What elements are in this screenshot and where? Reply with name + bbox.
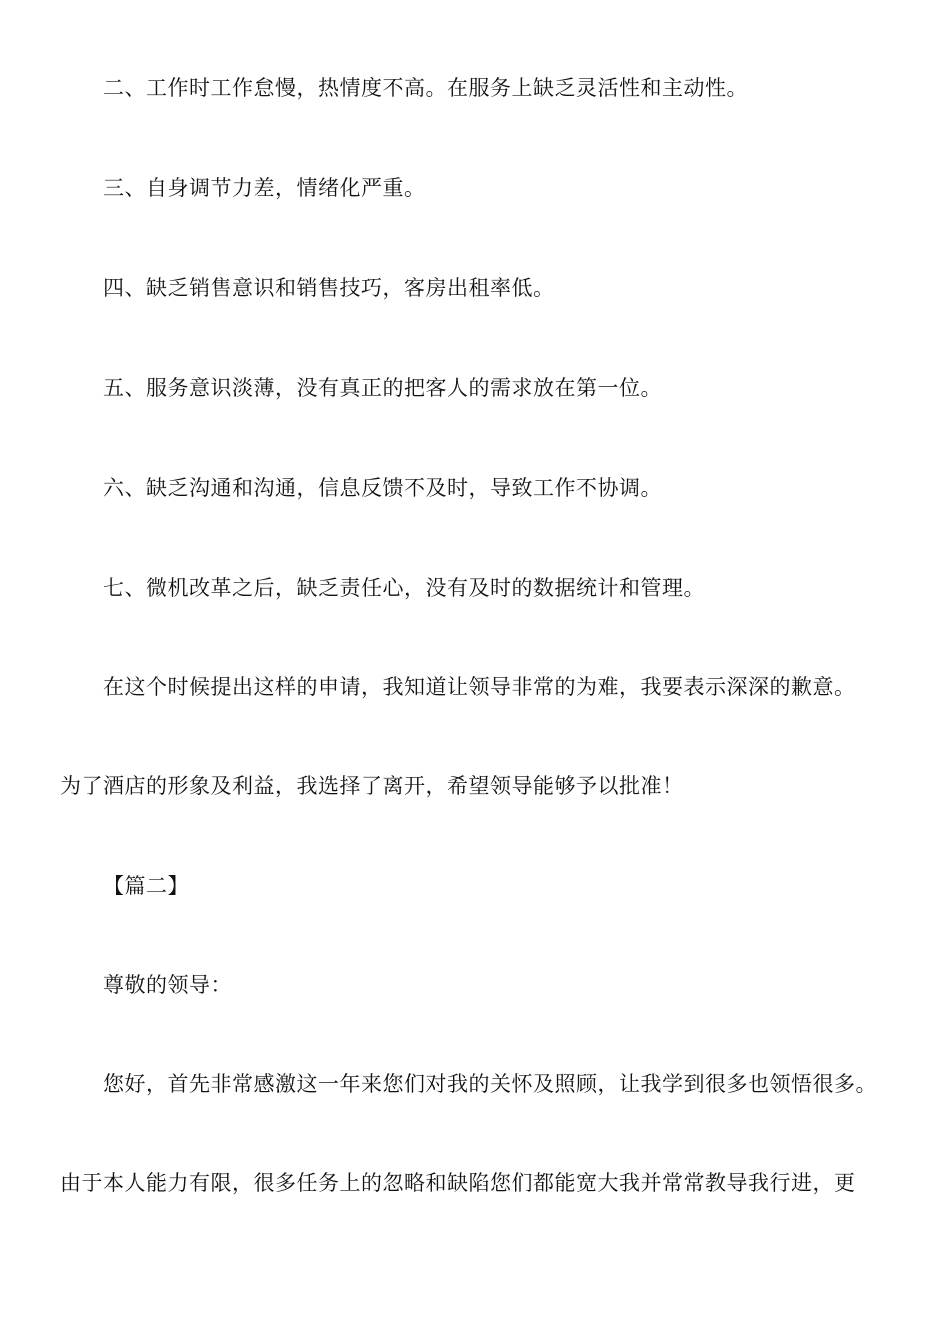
salutation: 尊敬的领导：: [103, 973, 232, 997]
paragraph-line: 七、微机改革之后，缺乏责任心，没有及时的数据统计和管理。: [103, 576, 705, 600]
paragraph-line: 三、自身调节力差，情绪化严重。: [103, 176, 426, 200]
paragraph-line: 由于本人能力有限，很多任务上的忽略和缺陷您们都能宽大我并常常教导我行进，更: [60, 1171, 856, 1195]
paragraph-line: 为了酒店的形象及利益，我选择了离开，希望领导能够予以批准！: [60, 774, 684, 798]
paragraph-line: 在这个时候提出这样的申请，我知道让领导非常的为难，我要表示深深的歉意。: [103, 675, 856, 699]
paragraph-line: 二、工作时工作怠慢，热情度不高。在服务上缺乏灵活性和主动性。: [103, 76, 748, 100]
paragraph-line: 四、缺乏销售意识和销售技巧，客房出租率低。: [103, 276, 555, 300]
paragraph-line: 五、服务意识淡薄，没有真正的把客人的需求放在第一位。: [103, 376, 662, 400]
section-heading: 【篇二】: [103, 874, 189, 898]
paragraph-line: 您好，首先非常感激这一年来您们对我的关怀及照顾，让我学到很多也领悟很多。: [103, 1072, 877, 1096]
paragraph-line: 六、缺乏沟通和沟通，信息反馈不及时，导致工作不协调。: [103, 476, 662, 500]
